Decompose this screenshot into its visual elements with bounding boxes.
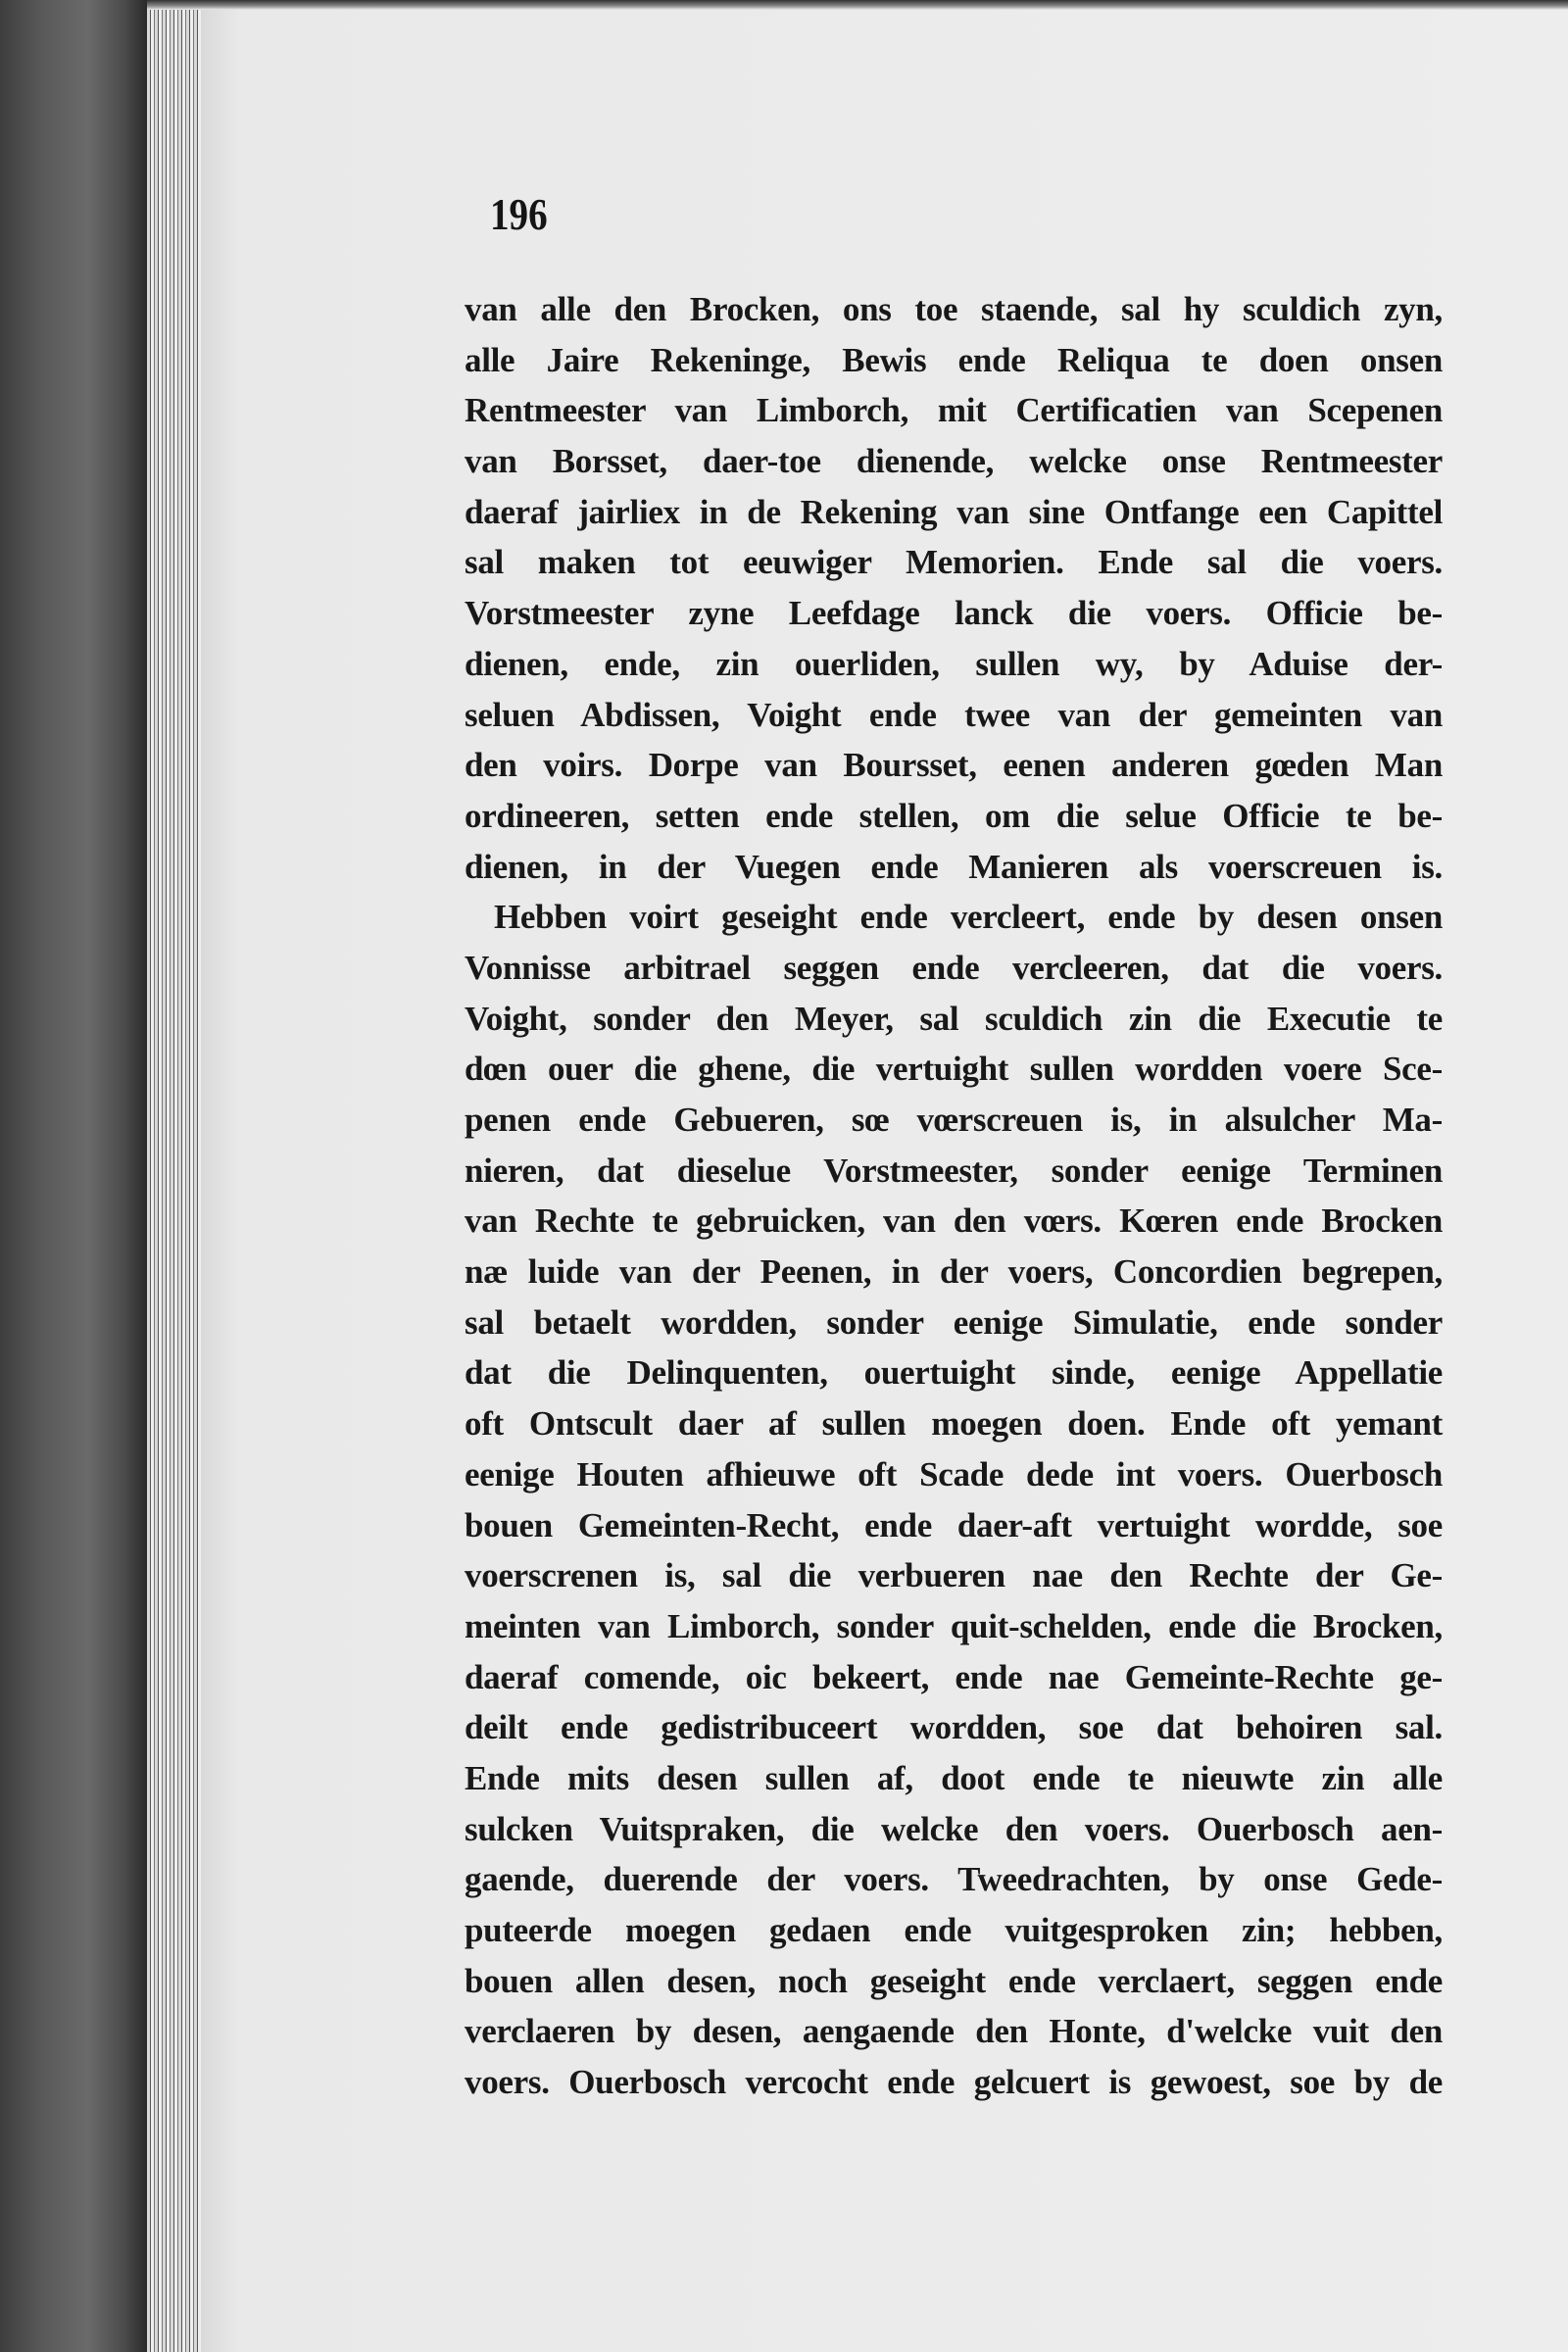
text-line: daeraf jairliex in de Rekening van sine Ontfange een Capittel xyxy=(465,492,1443,531)
text-line: nieren, dat dieselue Vorstmeester, sonder eenige Terminen xyxy=(465,1151,1443,1190)
text-line: dœn ouer die ghene, die vertuight sullen wordden voere Sce- xyxy=(465,1050,1443,1089)
text-line: sal betaelt wordden, sonder eenige Simulatie, ende sonder xyxy=(465,1302,1443,1342)
text-line: van alle den Brocken, ons toe staende, sal hy sculdich zyn, xyxy=(465,290,1443,328)
text-line: næ luide van der Peenen, in der voers, Concordien begrepen, xyxy=(465,1252,1443,1292)
text-line: meinten van Limborch, sonder quit-schelden, ende die Brocken, xyxy=(465,1606,1443,1645)
text-line: bouen allen desen, noch geseight ende verclaert, seggen ende xyxy=(465,1961,1443,2000)
text-line: voerscrenen is, sal die verbueren nae den Rechte der Ge- xyxy=(465,1556,1443,1595)
text-line: dat die Delinquenten, ouertuight sinde, eenige Appellatie xyxy=(465,1353,1443,1393)
text-line: sal maken tot eeuwiger Memorien. Ende sal die voers. xyxy=(465,543,1443,582)
page-edges xyxy=(147,0,201,2352)
text-line: deilt ende gedistribuceert wordden, soe dat behoiren sal. xyxy=(465,1708,1443,1747)
text-line: penen ende Gebueren, sœ vœrscreuen is, in alsulcher Ma- xyxy=(465,1101,1443,1139)
text-line: eenige Houten afhieuwe oft Scade dede int voers. Ouerbosch xyxy=(465,1454,1443,1494)
text-line: sulcken Vuitspraken, die welcke den voers. Ouerbosch aen- xyxy=(465,1809,1443,1848)
text-line: bouen Gemeinten-Recht, ende daer-aft vertuight wordde, soe xyxy=(465,1505,1443,1544)
text-line: van Rechte te gebruicken, van den vœrs. Kœren ende Brocken xyxy=(465,1201,1443,1241)
text-line: Vonnisse arbitrael seggen ende vercleeren, dat die voers. xyxy=(465,948,1443,987)
book-binding xyxy=(0,0,147,2352)
text-line: puteerde moegen gedaen ende vuitgesproken zin; hebben, xyxy=(465,1911,1443,1949)
text-line: seluen Abdissen, Voight ende twee van der gemeinten van xyxy=(465,695,1443,734)
page-number: 196 xyxy=(490,189,548,239)
body-text xyxy=(465,284,1443,2108)
text-line: alle Jaire Rekeninge, Bewis ende Reliqua te doen onsen xyxy=(465,340,1443,379)
text-line: Rentmeester van Limborch, mit Certificatien van Scepenen xyxy=(465,391,1443,430)
top-shadow xyxy=(147,0,1568,10)
text-line: den voirs. Dorpe van Boursset, eenen anderen gœden Man xyxy=(465,746,1443,785)
text-line: voers. Ouerbosch vercocht ende gelcuert is gewoest, soe by de xyxy=(465,2063,1443,2102)
text-line: Vorstmeester zyne Leefdage lanck die voers. Officie be- xyxy=(465,594,1443,633)
text-line: Hebben voirt geseight ende vercleert, ende by desen onsen xyxy=(494,898,1443,937)
text-line: Voight, sonder den Meyer, sal sculdich zin die Executie te xyxy=(465,999,1443,1038)
text-line: Ende mits desen sullen af, doot ende te nieuwte zin alle xyxy=(465,1758,1443,1797)
text-line: dienen, in der Vuegen ende Manieren als voerscreuen is. xyxy=(465,847,1443,886)
text-line: dienen, ende, zin ouerliden, sullen wy, by Aduise der- xyxy=(465,644,1443,683)
text-line: oft Ontscult daer af sullen moegen doen. Ende oft yemant xyxy=(465,1404,1443,1444)
text-line: ordineeren, setten ende stellen, om die selue Officie te be- xyxy=(465,796,1443,835)
text-line: gaende, duerende der voers. Tweedrachten, by onse Gede- xyxy=(465,1860,1443,1899)
text-line: daeraf comende, oic bekeert, ende nae Gemeinte-Rechte ge- xyxy=(465,1657,1443,1696)
text-line: verclaeren by desen, aengaende den Honte, d'welcke vuit den xyxy=(465,2012,1443,2051)
text-line: van Borsset, daer-toe dienende, welcke onse Rentmeester xyxy=(465,442,1443,481)
